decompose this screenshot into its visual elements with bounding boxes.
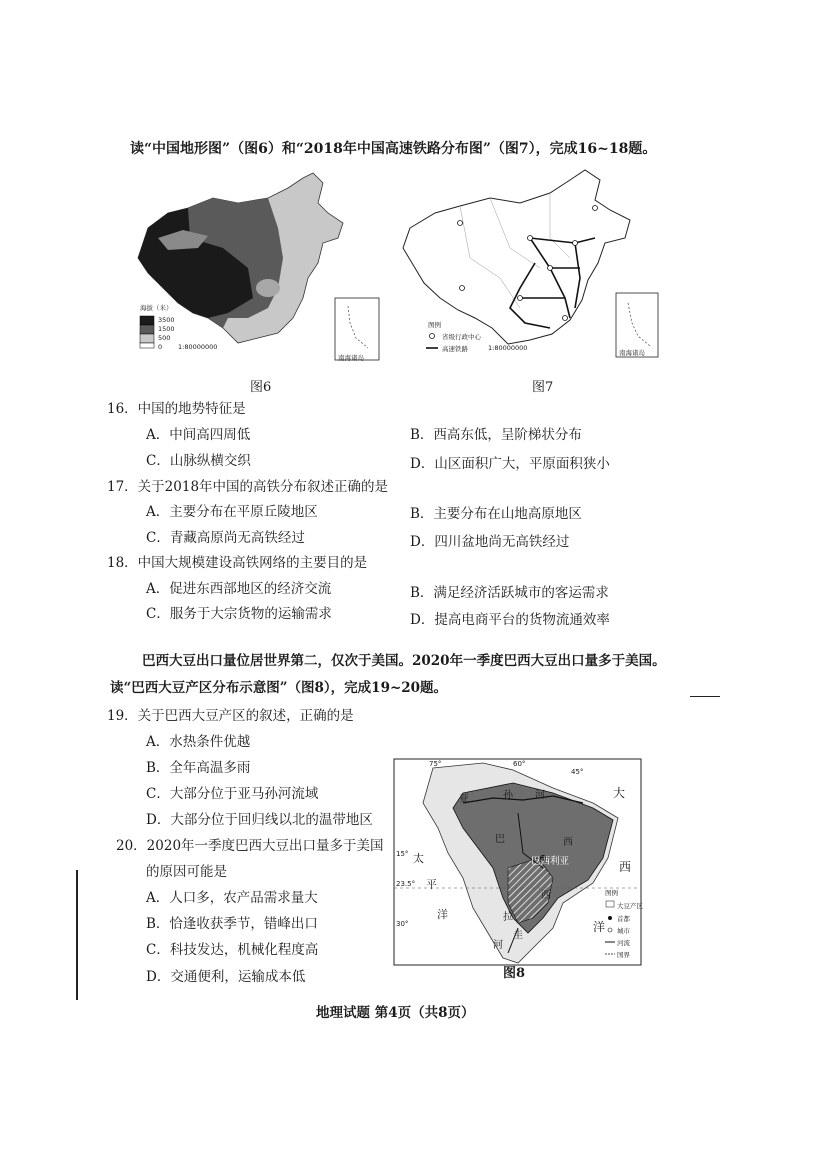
fig8-legend-title: 图例 [605,889,618,897]
q20-stem-line1: 20．2020年一季度巴西大豆出口量多于美国 [116,838,384,854]
intro-brazil-line2: 读“巴西大豆产区分布示意图”（图8），完成19~20题。 [110,680,448,696]
q19-stem: 19．关于巴西大豆产区的叙述，正确的是 [107,708,354,724]
fig8-label-west: 西 [619,860,632,874]
scan-artifact-dash [690,696,720,697]
fig8-label-ya: 亚 [459,794,469,805]
china-rail-svg [400,168,665,363]
q19-option-b: B．全年高温多雨 [146,760,251,776]
figure-6-terrain-map [128,168,383,368]
fig8-label-ba: 巴 [495,834,505,845]
fig6-legend-level-2: 1500 [158,325,175,333]
fig6-legend-title: 海拔（米） [140,304,173,312]
fig6-caption: 图6 [250,380,272,395]
fig7-inset-label: 南海诸岛 [619,349,645,357]
fig8-label-ocean-atlantic: 洋 [593,920,606,934]
fig7-legend-provincial-capital: 省级行政中心 [442,333,481,341]
q17-option-a: A．主要分布在平原丘陵地区 [146,504,318,520]
q16-option-d: D．山区面积广大，平原面积狭小 [410,456,610,472]
fig8-lon-75: 75° [429,760,442,768]
intro-fig6-7: 读“中国地形图”（图6）和“2018年中国高速铁路分布图”（图7），完成16~18题。 [130,141,657,157]
fig7-legend-hsr: 高速铁路 [442,345,468,353]
fig6-legend-level-4: 0 [158,343,163,351]
fig8-legend-border: 国界 [617,951,630,959]
fig8-lat-23: 23.5° [396,880,416,888]
fig8-label-la: 拉 [503,912,513,923]
fig8-lat-15: 15° [396,850,409,858]
fig8-legend-city: 城市 [617,927,630,935]
fig8-label-big: 大 [613,786,626,800]
q18-option-c: C．服务于大宗货物的运输需求 [146,606,332,622]
fig8-label-brasilia: 巴西利亚 [531,856,570,867]
figure-8-brazil-map [393,758,643,968]
q16-option-b: B．西高东低，呈阶梯状分布 [410,427,582,443]
q20-option-c: C．科技发达，机械化程度高 [146,942,319,958]
fig8-label-sun: 孙 [503,790,513,801]
fig6-legend-level-3: 500 [158,334,171,342]
fig6-legend-level-1: 3500 [158,316,175,324]
fig7-scale: 1:80000000 [488,344,528,352]
q18-option-a: A．促进东西部地区的经济交流 [146,581,332,597]
q19-option-c: C．大部分位于亚马孙河流域 [146,786,319,802]
q20-option-b: B．恰逢收获季节，错峰出口 [146,916,318,932]
fig8-lon-45: 45° [571,768,584,776]
q19-option-d: D．大部分位于回归线以北的温带地区 [146,812,373,828]
fig8-lat-30: 30° [396,920,409,928]
fig7-legend-title: 图例 [428,321,441,329]
q18-option-b: B．满足经济活跃城市的客运需求 [410,585,609,601]
fig8-label-ocean-pacific: 洋 [437,908,448,921]
q18-option-d: D．提高电商平台的货物流通效率 [410,612,610,628]
q17-stem: 17．关于2018年中国的高铁分布叙述正确的是 [107,479,389,495]
q20-stem-line2: 的原因可能是 [146,864,227,880]
q17-option-d: D．四川盆地尚无高铁经过 [410,534,570,550]
fig8-caption: 图8 [503,966,526,981]
fig8-label-xi: 西 [563,837,573,848]
fig8-legend-soy: 大豆产区 [617,902,643,910]
q20-option-a: A．人口多，农产品需求量大 [146,890,318,906]
fig8-label-xi2: 西 [541,890,551,901]
fig8-label-he: 河 [535,790,545,801]
fig8-label-ping: 平 [426,878,437,891]
q20-option-d: D．交通便利，运输成本低 [146,969,306,985]
fig7-caption: 图7 [532,380,554,395]
q16-stem: 16．中国的地势特征是 [107,401,246,417]
fig8-label-tai: 太 [413,852,424,865]
fig8-label-gui: 圭 [513,930,523,941]
scan-artifact-line [76,870,78,1000]
q16-option-a: A．中间高四周低 [146,427,251,443]
fig8-legend-capital: 首都 [617,915,630,923]
fig6-inset-label: 南海诸岛 [338,354,364,362]
fig8-label-he2: 河 [493,940,503,951]
fig8-legend-river: 河流 [617,939,630,947]
figure-7-rail-map [400,168,665,363]
fig8-lon-60: 60° [513,760,526,768]
intro-brazil-line1: 巴西大豆出口量位居世界第二，仅次于美国。2020年一季度巴西大豆出口量多于美国。 [142,653,666,669]
q17-option-c: C．青藏高原尚无高铁经过 [146,530,305,546]
q16-option-c: C．山脉纵横交织 [146,453,251,469]
q17-option-b: B．主要分布在山地高原地区 [410,506,582,522]
page-footer: 地理试题 第4页（共8页） [316,1005,475,1021]
q19-option-a: A．水热条件优越 [146,734,251,750]
fig6-scale: 1:80000000 [178,343,218,351]
q18-stem: 18．中国大规模建设高铁网络的主要目的是 [107,555,368,571]
